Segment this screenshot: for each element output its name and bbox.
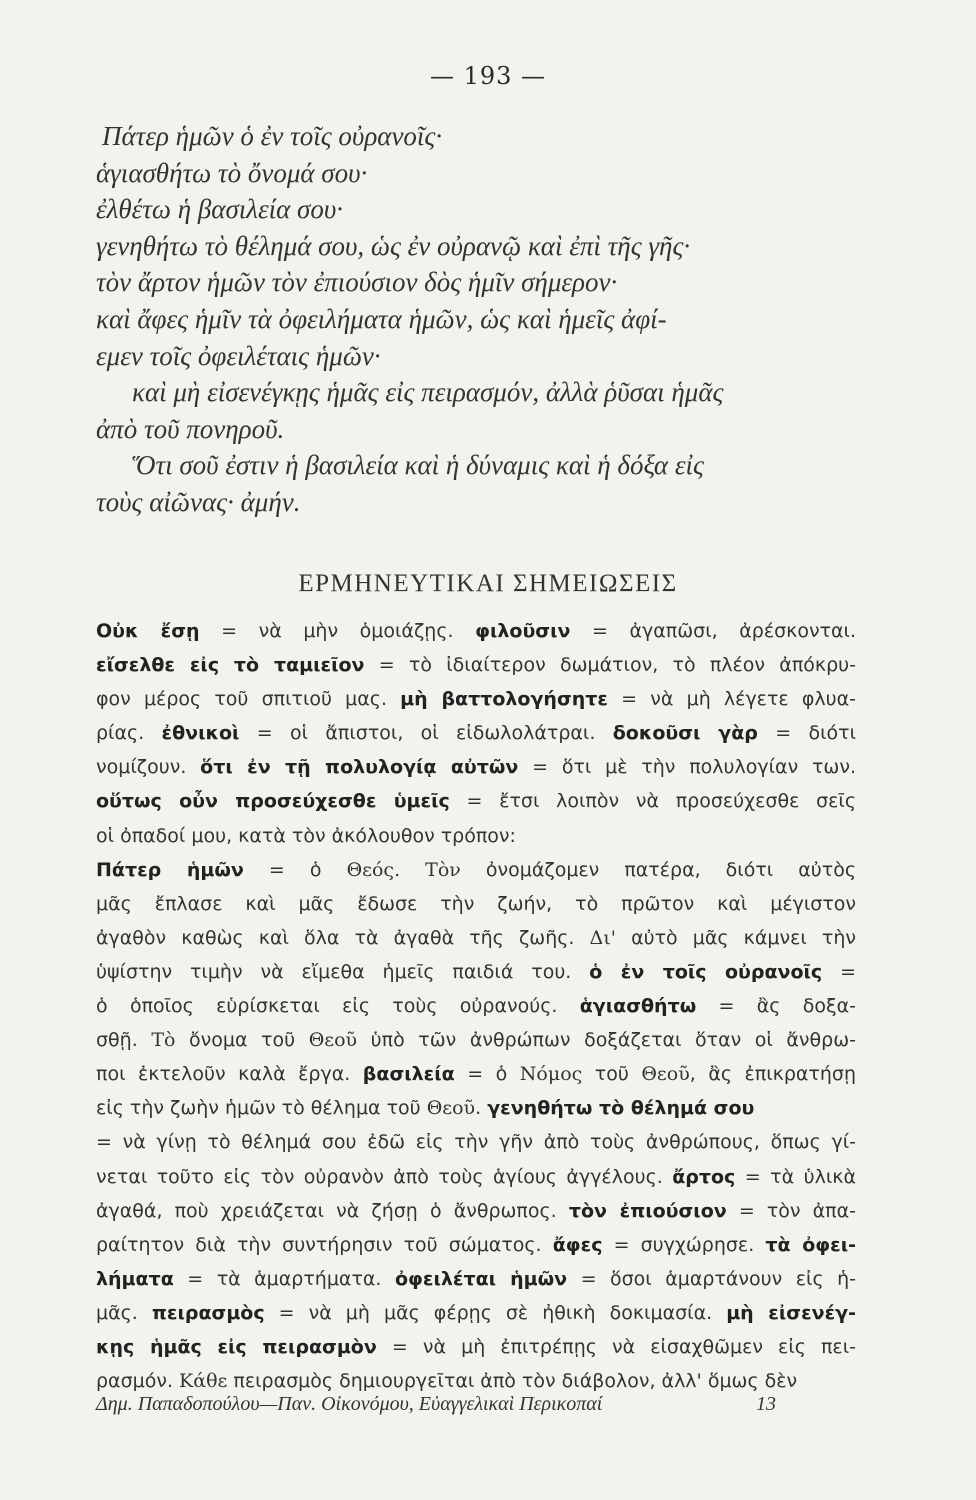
note-term: ἁγιασθήτω (579, 995, 697, 1018)
prayer-line: τοὺς αἰῶνας· ἀμήν. (96, 486, 301, 517)
note-text: = τὰ ἁμαρτήματα. (173, 1267, 395, 1290)
note-text: Κάθε (179, 1370, 228, 1393)
note-text: Θεός. Τὸν (346, 858, 461, 881)
note-line (96, 1262, 856, 1296)
note-text: = ἂς δοξα- (696, 995, 856, 1018)
note-text: = τὰ ὑλικὰ (735, 1165, 856, 1188)
note-text: πειρασμὸς δημιουργεῖται ἀπὸ τὸν διάβολον, ἀλλ' ὅμως δὲν (227, 1370, 798, 1393)
note-term: τὸν ἐπιούσιον (568, 1199, 727, 1222)
prayer-line: καὶ ἄφες ἡμῖν τὰ ὀφειλήματα ἡμῶν, ὡς καὶ ἡμεῖς ἀφί- (96, 303, 667, 334)
note-text: ραίτητον διὰ τὴν συντήρησιν τοῦ σώματος. (96, 1233, 553, 1256)
note-term: βασιλεία (362, 1063, 455, 1086)
note-text: ὑπὸ τῶν ἀνθρώπων δοξάζεται ὅταν οἱ ἄνθρω- (357, 1029, 857, 1052)
note-text: = διότι (757, 722, 857, 745)
page-number: — 193 — (429, 62, 547, 90)
note-text: . (475, 1097, 488, 1120)
note-line (96, 614, 856, 648)
note-term: ὀφειλέται ἡμῶν (394, 1267, 568, 1290)
note-line (96, 682, 856, 716)
note-line (96, 1091, 856, 1125)
prayer-line: τὸν ἄρτον ἡμῶν τὸν ἐπιούσιον δὸς ἡμῖν σήμερον· (96, 267, 618, 298)
note-term: Οὐκ ἔσῃ (96, 620, 200, 642)
note-text: = τὸ ἰδιαίτερον δωμάτιον, τὸ πλέον ἀπόκρυ- (364, 654, 856, 677)
note-term: λήματα (96, 1267, 174, 1290)
note-line (96, 1160, 856, 1194)
note-line (96, 784, 856, 818)
notes-body (96, 614, 856, 1398)
note-text: φον μέρος τοῦ σπιτιοῦ μας. (96, 688, 401, 711)
note-line (96, 1057, 856, 1091)
note-line (96, 1228, 856, 1262)
prayer-line: Πάτερ ἡμῶν ὁ ἐν τοῖς οὐρανοῖς· (102, 121, 443, 151)
note-text: Θεοῦ (641, 1063, 690, 1086)
note-text: Τὸ (151, 1029, 176, 1052)
note-text: = ἀγαπῶσι, ἀρέσκονται. (570, 620, 857, 642)
prayer-line: εμεν τοῖς ὀφειλέταις ἡμῶν· (96, 340, 381, 371)
note-term: ἄρτος (672, 1165, 736, 1188)
note-text: = οἱ ἄπιστοι, οἱ εἰδωλολάτραι. (239, 722, 613, 745)
note-term: φιλοῦσιν (475, 620, 571, 642)
prayer-line: γενηθήτω τὸ θέλημά σου, ὡς ἐν οὐρανῷ καὶ ἐπὶ τῆς γῆς· (96, 230, 691, 261)
prayer-line: καὶ μὴ εἰσενέγκῃς ἡμᾶς εἰς πειρασμόν, ἀλλὰ ῥῦσαι ἡμᾶς (132, 377, 724, 408)
note-text: = τὸν ἀπα- (726, 1199, 856, 1222)
note-line (96, 1296, 856, 1330)
note-line (96, 887, 856, 921)
note-term: οὕτως οὖν προσεύχεσθε ὑμεῖς (96, 790, 450, 813)
note-line (96, 750, 856, 784)
note-text: ὑψίστην τιμὴν νὰ εἴμεθα ἡμεῖς παιδιά του. (96, 960, 590, 983)
note-text: ἀγαθά, ποὺ χρειάζεται νὰ ζήσῃ ὁ ἄνθρωπος. (96, 1199, 569, 1222)
note-line (96, 819, 856, 853)
footer-signature-number: 13 (756, 1393, 776, 1415)
prayer-text (96, 118, 886, 521)
note-text: ὄνομα τοῦ (175, 1029, 309, 1052)
note-text: σθῇ. (96, 1029, 152, 1052)
note-text: ἀγαθὸν καθὼς καὶ ὅλα τὰ ἀγαθὰ τῆς ζωῆς. (96, 926, 590, 949)
note-line (96, 716, 856, 750)
prayer-line: ἀπὸ τοῦ πονηροῦ. (96, 413, 285, 444)
note-line (96, 1194, 856, 1228)
note-text: μᾶς. (96, 1301, 152, 1324)
note-term: πειρασμὸς (151, 1301, 265, 1324)
note-term: ἄφες (552, 1233, 603, 1256)
note-text: = νὰ μὴν ὁμοιάζῃς. (199, 620, 476, 642)
note-line (96, 921, 856, 955)
note-text: νομίζουν. (96, 756, 201, 779)
note-text: = συγχώρησε. (602, 1233, 766, 1256)
note-line (96, 1023, 856, 1057)
note-term: μὴ εἰσενέγ- (726, 1301, 857, 1324)
note-text: εἰς τὴν ζωὴν ἡμῶν τὸ θέλημα τοῦ (96, 1097, 427, 1120)
note-text: = νὰ μὴ λέγετε φλυα- (607, 688, 857, 711)
note-text: οἱ ὀπαδοί μου, κατὰ τὸν ἀκόλουθον τρόπον: (96, 824, 516, 847)
note-text: ποι ἐκτελοῦν καλὰ ἔργα. (96, 1063, 363, 1086)
note-line (96, 1125, 856, 1159)
note-term: γενηθήτω τὸ θέλημά σου (487, 1097, 755, 1120)
note-text: ρασμόν. (96, 1370, 180, 1393)
note-term: ὅτι ἐν τῇ πολυλογίᾳ αὐτῶν (200, 756, 519, 779)
note-text: = ἔτσι λοιπὸν νὰ προσεύχεσθε σεῖς (449, 790, 856, 813)
note-term: τὰ ὀφει- (765, 1233, 856, 1256)
note-text: = ὅτι μὲ τὴν πολυλογίαν των. (518, 756, 856, 779)
note-text: ὁ ὁποῖος εὑρίσκεται εἰς τοὺς οὐρανούς. (96, 995, 580, 1018)
note-term: εἴσελθε εἰς τὸ ταμιεῖον (96, 654, 365, 677)
note-text: αὐτὸ μᾶς κάμνει τὴν (615, 926, 856, 949)
page-footer (96, 1393, 776, 1416)
note-line (96, 1330, 856, 1364)
note-text: μᾶς ἔπλασε καὶ μᾶς ἔδωσε τὴν ζωήν, τὸ πρῶτον καὶ μέγιστον (96, 892, 856, 915)
note-text: νεται τοῦτο εἰς τὸν οὐρανὸν ἀπὸ τοὺς ἁγίους ἀγγέλους. (96, 1165, 673, 1188)
note-text: = νὰ μὴ μᾶς φέρῃς σὲ ἠθικὴ δοκιμασία. (264, 1301, 727, 1324)
note-term: κῃς ἡμᾶς εἰς πειρασμὸν (96, 1335, 377, 1358)
note-text: Θεοῦ (308, 1029, 358, 1052)
note-text: = νὰ γίνῃ τὸ θέλημά σου ἐδῶ εἰς τὴν γῆν ἀπὸ τοὺς ἀνθρώπους, ὅπως γί- (96, 1131, 856, 1154)
note-text: Νόμος (519, 1063, 583, 1086)
note-line (96, 648, 856, 682)
note-text: = νὰ μὴ ἐπιτρέπῃς νὰ εἰσαχθῶμεν εἰς πει- (376, 1335, 856, 1358)
note-line (96, 853, 856, 887)
note-text: ὀνομάζομεν πατέρα, διότι αὐτὸς (460, 858, 857, 881)
note-text: Δι' (589, 926, 616, 949)
prayer-line: ἐλθέτω ἡ βασιλεία σου· (96, 194, 344, 225)
note-text: Θεοῦ (426, 1097, 476, 1120)
note-line (96, 989, 856, 1023)
prayer-line: Ὅτι σοῦ ἐστιν ἡ βασιλεία καὶ ἡ δύναμις καὶ ἡ δόξα εἰς (132, 450, 704, 481)
note-text: τοῦ (582, 1063, 642, 1086)
note-line (96, 955, 856, 989)
note-term: δοκοῦσι γὰρ (612, 722, 758, 745)
note-text: , ἂς ἐπικρατήσῃ (689, 1063, 856, 1086)
note-text: = ὁ (243, 858, 347, 881)
note-term: ἐθνικοὶ (161, 722, 240, 745)
prayer-line: ἁγιασθήτω τὸ ὄνομά σου· (96, 157, 368, 188)
footer-citation: Δημ. Παπαδοπούλου—Παν. Οἰκονόμου, Εὐαγγελικαὶ Περικοπαί (96, 1393, 603, 1415)
note-term: μὴ βαττολογήσητε (400, 688, 608, 711)
note-term: ὁ ἐν τοῖς οὐρανοῖς (589, 960, 823, 983)
notes-heading: ΕΡΜΗΝΕΥΤΙΚΑΙ ΣΗΜΕΙΩΣΕΙΣ (298, 570, 678, 597)
note-text: = ὅσοι ἁμαρτάνουν εἰς ἡ- (567, 1267, 857, 1290)
note-text: ρίας. (96, 722, 162, 745)
note-term: Πάτερ ἡμῶν (96, 858, 244, 881)
note-text: = (822, 960, 856, 983)
note-text: = ὁ (454, 1063, 520, 1086)
